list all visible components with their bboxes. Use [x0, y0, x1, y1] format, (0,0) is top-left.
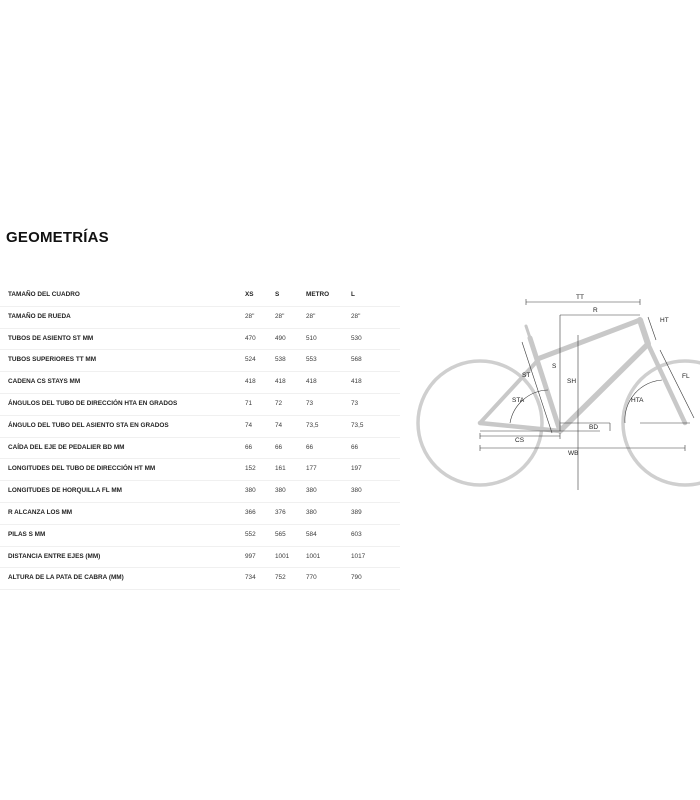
row-value-s: 565 — [275, 530, 286, 538]
row-label: TUBOS DE ASIENTO ST MM — [8, 334, 94, 342]
row-value-xs: 71 — [245, 399, 253, 407]
row-value-xs: 366 — [245, 508, 256, 516]
row-value-xs: 470 — [245, 334, 256, 342]
row-value-m: 73,5 — [306, 421, 319, 429]
row-label: LONGITUDES DE HORQUILLA FL MM — [8, 487, 122, 495]
row-value-s: 490 — [275, 334, 286, 342]
row-label: CADENA CS STAYS MM — [8, 378, 81, 386]
size-header-xs: XS — [245, 291, 254, 298]
row-value-xs: 734 — [245, 574, 256, 582]
top-tube — [540, 320, 640, 358]
row-value-s: 72 — [275, 399, 283, 407]
row-value-m: 770 — [306, 574, 317, 582]
row-value-l: 530 — [351, 334, 362, 342]
row-label: DISTANCIA ENTRE EJES (MM) — [8, 552, 101, 560]
row-value-l: 197 — [351, 465, 362, 473]
row-value-m: 73 — [306, 399, 314, 407]
table-row — [0, 350, 400, 372]
row-label: R ALCANZA LOS MM — [8, 508, 73, 516]
row-label: ALTURA DE LA PATA DE CABRA (MM) — [8, 574, 124, 582]
label-tt: TT — [576, 294, 584, 301]
row-value-xs: 66 — [245, 443, 253, 451]
label-r: R — [593, 307, 598, 314]
row-label: TAMAÑO DE RUEDA — [8, 312, 71, 320]
row-value-xs: 74 — [245, 421, 253, 429]
label-s: S — [552, 363, 557, 370]
row-value-l: 73,5 — [351, 421, 364, 429]
label-hta: HTA — [631, 397, 644, 404]
row-value-s: 376 — [275, 508, 286, 516]
geometry-table — [0, 285, 400, 590]
row-value-l: 66 — [351, 443, 359, 451]
table-row — [0, 481, 400, 503]
row-value-m: 177 — [306, 465, 317, 473]
row-value-s: 752 — [275, 574, 286, 582]
row-value-xs: 152 — [245, 465, 256, 473]
bike-geometry-svg — [400, 280, 700, 500]
row-value-l: 568 — [351, 356, 362, 364]
label-ht: HT — [660, 317, 669, 324]
row-value-s: 66 — [275, 443, 283, 451]
dimension-lines — [480, 299, 694, 490]
row-value-l: 418 — [351, 378, 362, 386]
label-cs: CS — [515, 437, 525, 444]
row-label: CAÍDA DEL EJE DE PEDALIER BD MM — [8, 443, 125, 451]
label-fl: FL — [682, 373, 690, 380]
row-value-m: 418 — [306, 378, 317, 386]
row-label: PILAS S MM — [8, 530, 46, 538]
chainstay-tube — [480, 423, 560, 431]
row-value-xs: 997 — [245, 552, 256, 560]
row-value-s: 380 — [275, 487, 286, 495]
table-row — [0, 416, 400, 438]
table-row — [0, 503, 400, 525]
table-row — [0, 307, 400, 329]
row-value-xs: 380 — [245, 487, 256, 495]
head-tube — [640, 320, 648, 344]
row-value-s: 161 — [275, 465, 286, 473]
size-header-m: METRO — [306, 291, 330, 298]
table-row — [0, 459, 400, 481]
row-value-xs: 552 — [245, 530, 256, 538]
row-value-m: 584 — [306, 530, 317, 538]
row-value-s: 538 — [275, 356, 286, 364]
label-sta: STA — [512, 397, 525, 404]
row-value-l: 28" — [351, 312, 361, 320]
row-value-l: 380 — [351, 487, 362, 495]
label-bd: BD — [589, 424, 599, 431]
table-row — [0, 394, 400, 416]
row-label: LONGITUDES DEL TUBO DE DIRECCIÓN HT MM — [8, 465, 156, 473]
row-value-l: 603 — [351, 530, 362, 538]
row-value-l: 73 — [351, 399, 359, 407]
row-label: ÁNGULO DEL TUBO DEL ASIENTO STA EN GRADOS — [8, 421, 169, 429]
row-value-l: 389 — [351, 508, 362, 516]
row-value-s: 74 — [275, 421, 283, 429]
row-value-l: 1017 — [351, 552, 366, 560]
table-row — [0, 438, 400, 460]
table-row — [0, 329, 400, 351]
label-sh: SH — [567, 378, 577, 385]
row-value-m: 66 — [306, 443, 314, 451]
label-wb: WB — [568, 450, 579, 457]
row-value-s: 28" — [275, 312, 285, 320]
row-value-s: 418 — [275, 378, 286, 386]
table-header-row — [0, 285, 400, 307]
frame-group — [418, 320, 700, 485]
bike-geometry-diagram — [400, 280, 700, 500]
size-header-s: S — [275, 291, 280, 298]
table-row — [0, 547, 400, 569]
row-value-m: 28" — [306, 312, 316, 320]
header-label: TAMAÑO DEL CUADRO — [8, 291, 80, 298]
row-value-xs: 524 — [245, 356, 256, 364]
row-value-m: 1001 — [306, 552, 321, 560]
row-value-m: 380 — [306, 487, 317, 495]
size-header-l: L — [351, 291, 355, 298]
ht-dimension-line — [648, 317, 656, 340]
row-value-xs: 28" — [245, 312, 255, 320]
row-value-m: 553 — [306, 356, 317, 364]
row-label: ÁNGULOS DEL TUBO DE DIRECCIÓN HTA EN GRADOS — [8, 399, 178, 407]
table-body — [0, 307, 400, 590]
label-st: ST — [522, 372, 531, 379]
row-value-m: 510 — [306, 334, 317, 342]
seatpost — [526, 326, 530, 338]
row-value-m: 380 — [306, 508, 317, 516]
page-title: GEOMETRÍAS — [6, 229, 109, 246]
row-value-l: 790 — [351, 574, 362, 582]
table-row — [0, 525, 400, 547]
row-value-s: 1001 — [275, 552, 290, 560]
fork-tube — [648, 344, 685, 423]
table-row — [0, 568, 400, 590]
row-label: TUBOS SUPERIORES TT MM — [8, 356, 97, 364]
table-row — [0, 372, 400, 394]
row-value-xs: 418 — [245, 378, 256, 386]
